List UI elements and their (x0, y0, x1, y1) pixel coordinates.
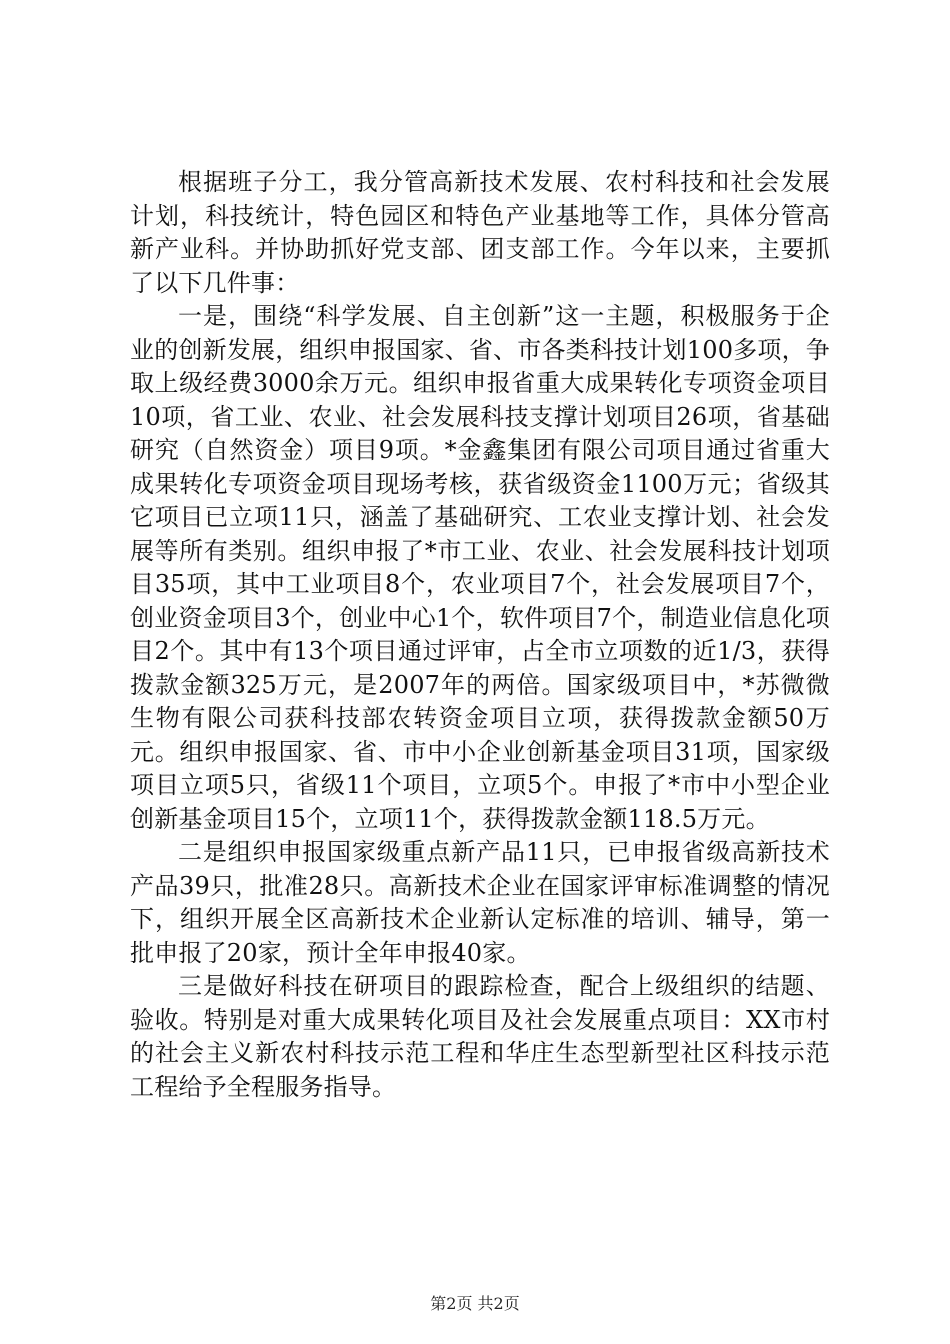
paragraph-item-1: 一是，围绕“科学发展、自主创新”这一主题，积极服务于企业的创新发展，组织申报国家、省、市各类科技计划100多项，争取上级经费3000余万元。组织申报省重大成果转化专项资金项目10项，省工业、农业、社会发展科技支撑计划项目26项，省基础研究（自然资金）项目9项。*金鑫集团有限公司项目通过省重大成果转化专项资金项目现场考核，获省级资金1100万元；省级其它项目已立项11只，涵盖了基础研究、工农业支撑计划、社会发展等所有类别。组织申报了*市工业、农业、社会发展科技计划项目35项，其中工业项目8个，农业项目7个，社会发展项目7个，创业资金项目3个，创业中心1个，软件项目7个，制造业信息化项目2个。其中有13个项目通过评审，占全市立项数的近1/3，获得拨款金额325万元，是2007年的两倍。国家级项目中，*苏微微生物有限公司获科技部农转资金项目立项，获得拨款金额50万元。组织申报国家、省、市中小企业创新基金项目31项，国家级项目立项5只，省级11个项目，立项5个。申报了*市中小型企业创新基金项目15个，立项11个，获得拨款金额118.5万元。 (130, 302, 830, 833)
document-body (130, 166, 830, 1104)
paragraph-item-2: 二是组织申报国家级重点新产品11只，已申报省级高新技术产品39只，批准28只。高新技术企业在国家评审标准调整的情况下，组织开展全区高新技术企业新认定标准的培训、辅导，第一批申报了20家，预计全年申报40家。 (130, 838, 830, 967)
paragraph-intro: 根据班子分工，我分管高新技术发展、农村科技和社会发展计划，科技统计，特色园区和特色产业基地等工作，具体分管高新产业科。并协助抓好党支部、团支部工作。今年以来，主要抓了以下几件事： (130, 168, 830, 297)
page-number: 第2页 共2页 (430, 1294, 520, 1313)
page-footer (0, 1294, 950, 1314)
paragraph-item-3: 三是做好科技在研项目的跟踪检查，配合上级组织的结题、验收。特别是对重大成果转化项目及社会发展重点项目：XX市村的社会主义新农村科技示范工程和华庄生态型新型社区科技示范工程给予全程服务指导。 (130, 972, 830, 1101)
